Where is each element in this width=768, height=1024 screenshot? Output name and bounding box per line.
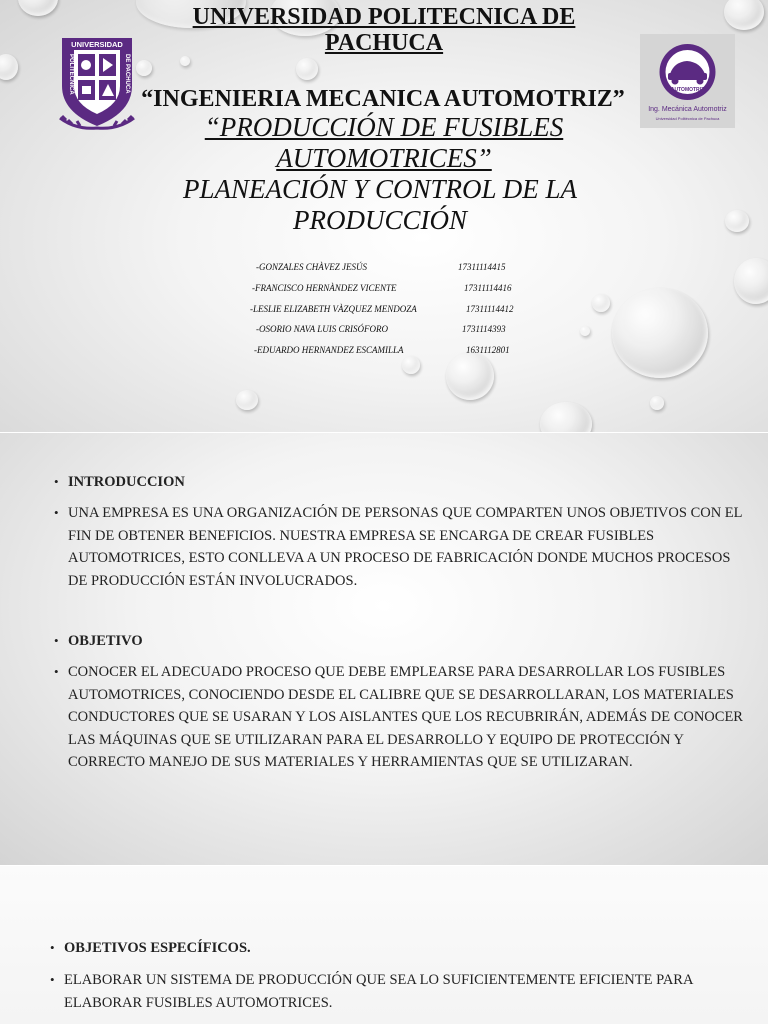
bullet-dot: • [50,940,55,955]
water-droplet [592,294,610,312]
member-id: 1731114393 [462,324,506,335]
member-name: -FRANCISCO HERNÀNDEZ VICENTE [252,282,397,293]
water-droplet [18,0,58,16]
specific-heading-item [50,937,744,960]
university-title: UNIVERSIDAD POLITECNICA DE PACHUCA [192,4,576,56]
specific-heading: OBJETIVOS ESPECÍFICOS. [64,940,251,956]
specific-objectives-slide [0,866,768,1024]
water-droplet [0,54,18,80]
career-title: “INGENIERIA MECANICA AUTOMOTRIZ” [141,86,625,112]
university-shield-logo [56,34,138,132]
bullet-dot: • [50,972,55,987]
member-id: 17311114412 [466,303,514,314]
water-droplet [136,60,152,76]
objective-text: CONOCER EL ADECUADO PROCESO QUE DEBE EMPLEARSE PARA DESARROLLAR LOS FUSIBLES AUTOMOTRICES, CONOCIENDO DESDE EL CALIBRE QUE SE DESARROLLARAN, LOS MATERIALES CONDUCTORES QUE SE USARAN Y LOS AISLANTES QUE LOS RECUBRIRÁN, ADEMÁS DE CONOCER LAS MÁQUINAS QUE SE UTILIZARAN PARA EL DESARROLLO Y EQUIPO DE PROTECCIÓN Y CORRECTO MANEJO DE SUS MATERIALES Y HERRAMIENTAS QUE SE UTILIZARAN. [68,664,743,770]
objective-heading: OBJETIVO [68,633,143,649]
water-droplet [650,396,664,410]
team-member [240,324,540,345]
water-droplet [540,402,592,432]
intro-text-item [54,502,748,592]
objective-text-item [54,661,748,774]
bullet-dot: • [54,633,59,648]
team-member [240,283,540,304]
title-slide [0,0,768,432]
member-id: 17311114416 [464,282,512,293]
course-title: PLANEACIÓN Y CONTROL DE LA PRODUCCIÓN [182,174,578,235]
water-droplet [236,390,258,410]
logo-name: Ing. Mecánica Automotriz [648,106,727,113]
team-members-list [240,262,540,366]
member-id: 1631112801 [466,345,510,356]
member-name: -LESLIE ELIZABETH VÀZQUEZ MENDOZA [250,303,417,314]
team-member [240,345,540,366]
logo-subtitle: Universidad Politécnica de Pachuca [655,116,720,121]
logo-emblem-text: AUTOMOTRIZ [670,87,705,93]
member-id: 17311114415 [458,262,506,272]
specific-text: ELABORAR UN SISTEMA DE PRODUCCIÓN QUE SEA LO SUFICIENTEMENTE EFICIENTE PARA ELABORAR FUSIBLES AUTOMOTRICES. [64,972,693,1011]
water-droplet [296,58,318,80]
water-droplet [180,56,190,66]
bullet-dot: • [54,505,59,520]
intro-objective-slide [0,433,768,865]
automotive-engineering-logo [640,34,735,128]
member-name: -GONZALES CHÀVEZ JESÚS [256,262,367,272]
logo-text-left: POLITÉCNICA [68,54,74,95]
objective-heading-item [54,630,748,653]
logo-text-right: DE PACHUCA [124,54,130,94]
water-droplet [734,258,768,304]
water-droplet [724,0,764,30]
water-droplet [725,210,749,232]
project-title: “PRODUCCIÓN DE FUSIBLES AUTOMOTRICES” [204,112,564,173]
member-name: -OSORIO NAVA LUIS CRISÓFORO [256,324,388,335]
member-name: -EDUARDO HERNANDEZ ESCAMILLA [254,345,404,356]
intro-text: UNA EMPRESA ES UNA ORGANIZACIÓN DE PERSONAS QUE COMPARTEN UNOS OBJETIVOS CON EL FIN DE OBTENER BENEFICIOS. NUESTRA EMPRESA SE ENCARGA DE CREAR FUSIBLES AUTOMOTRICES, ESTO CONLLEVA A UN PROCESO DE FABRICACIÓN DONDE MUCHOS PROCESOS DE PRODUCCIÓN ESTÁN INVOLUCRADOS. [68,505,742,589]
intro-heading-item [54,471,748,494]
bullet-dot: • [54,664,59,679]
bullet-dot: • [54,474,59,489]
water-droplet [612,288,708,378]
water-droplet [580,326,590,336]
team-member [240,304,540,325]
intro-heading: INTRODUCCION [68,474,185,490]
logo-text-top: UNIVERSIDAD [71,40,123,49]
specific-text-item [50,969,744,1014]
team-member [240,262,540,283]
